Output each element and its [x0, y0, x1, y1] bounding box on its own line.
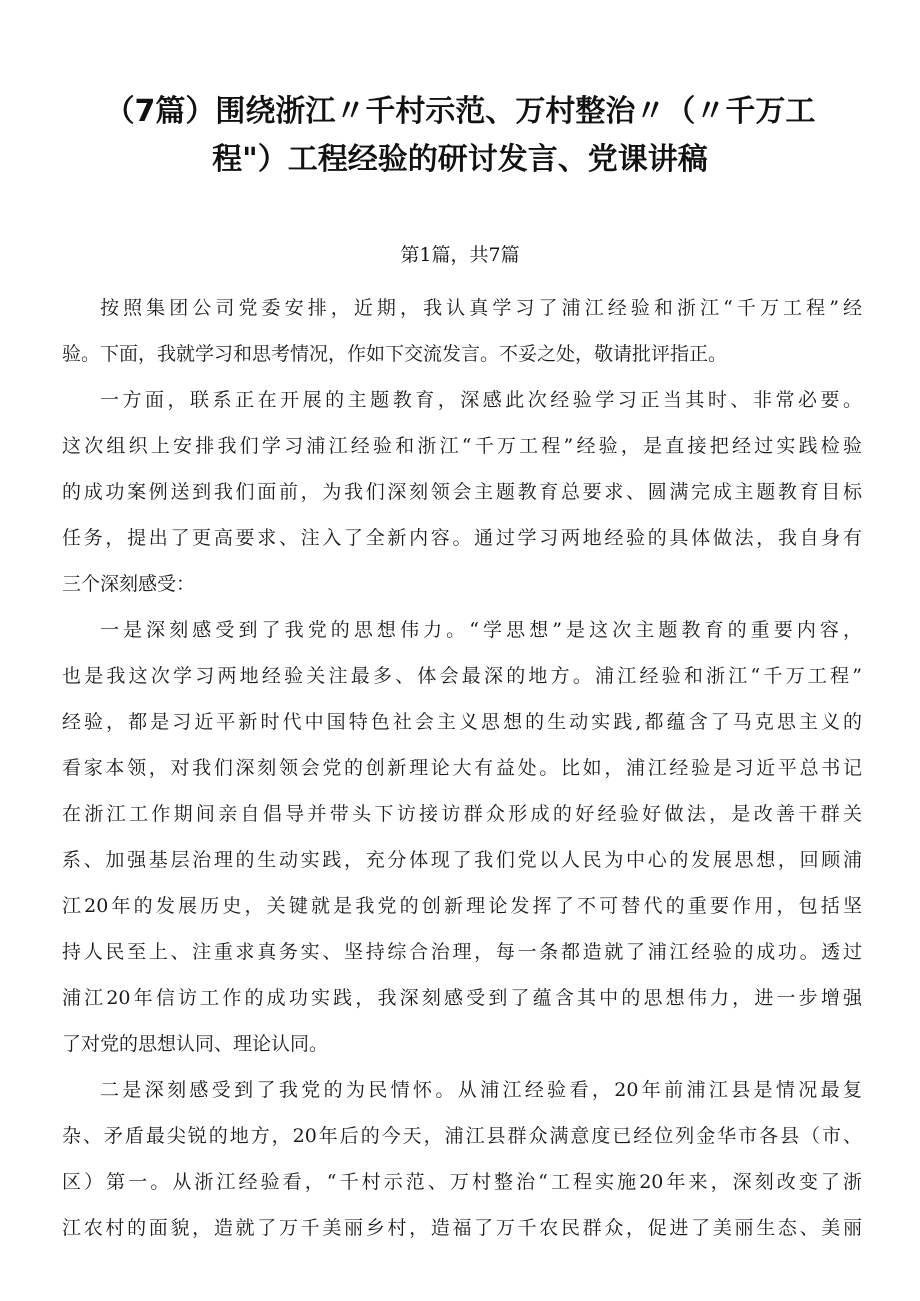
paragraph-line: 江农村的面貌，造就了万千美丽乡村，造福了万千农民群众，促进了美丽生态、美丽 — [62, 1217, 862, 1239]
paragraph-line: 三个深刻感受： — [62, 573, 196, 595]
paragraph-line: 的成功案例送到我们面前，为我们深刻领会主题教育总要求、圆满完成主题教育目标 — [62, 481, 862, 503]
paragraph-line: 二是深刻感受到了我党的为民情怀。从浦江经验看，20年前浦江县是情况最复 — [100, 1079, 862, 1101]
paragraph-line: 在浙江工作期间亲自倡导并带头下访接访群众形成的好经验好做法，是改善干群关 — [62, 803, 862, 825]
section-heading: 第1篇，共7篇 — [400, 244, 520, 266]
paragraph-line: 验。下面，我就学习和思考情况，作如下交流发言。不妥之处，敬请批评指正。 — [62, 343, 728, 365]
document-title-line-1: （7篇）围绕浙江〃千村示范、万村整治〃（〃千万工 — [104, 94, 816, 129]
document-title-line-2: 程"）工程经验的研讨发言、党课讲稿 — [212, 142, 708, 177]
paragraph-line: 持人民至上、注重求真务实、坚持综合治理，每一条都造就了浦江经验的成功。透过 — [62, 941, 862, 963]
paragraph-line: 江20年的发展历史，关键就是我党的创新理论发挥了不可替代的重要作用，包括坚 — [62, 895, 862, 917]
paragraph-line: 经验，都是习近平新时代中国特色社会主义思想的生动实践,都蕴含了马克思主义的 — [62, 711, 862, 733]
paragraph-3 — [62, 607, 862, 1067]
paragraph-line: 杂、矛盾最尖锐的地方，20年后的今天，浦江县群众满意度已经位列金华市各县（市、 — [62, 1125, 862, 1147]
paragraph-line: 也是我这次学习两地经验关注最多、体会最深的地方。浦江经验和浙江“千万工程” — [62, 665, 862, 687]
paragraph-line: 这次组织上安排我们学习浦江经验和浙江“千万工程”经验，是直接把经过实践检验 — [62, 435, 862, 457]
paragraph-line: 一是深刻感受到了我党的思想伟力。“学思想”是这次主题教育的重要内容， — [100, 619, 862, 641]
paragraph-1 — [62, 285, 862, 377]
paragraph-2 — [62, 377, 862, 607]
document-body — [62, 285, 862, 1251]
paragraph-line: 系、加强基层治理的生动实践，充分体现了我们党以人民为中心的发展思想，回顾浦 — [62, 849, 862, 871]
paragraph-line: 任务，提出了更高要求、注入了全新内容。通过学习两地经验的具体做法，我自身有 — [62, 527, 862, 549]
paragraph-line: 浦江20年信访工作的成功实践，我深刻感受到了蕴含其中的思想伟力，进一步增强 — [62, 987, 862, 1009]
paragraph-line: 一方面，联系正在开展的主题教育，深感此次经验学习正当其时、非常必要。 — [100, 389, 862, 411]
paragraph-line: 按照集团公司党委安排，近期，我认真学习了浦江经验和浙江“千万工程”经 — [100, 297, 862, 319]
paragraph-line: 看家本领，对我们深刻领会党的创新理论大有益处。比如，浦江经验是习近平总书记 — [62, 757, 862, 779]
paragraph-line: 了对党的思想认同、理论认同。 — [62, 1033, 329, 1055]
document-title — [100, 88, 820, 184]
paragraph-4 — [62, 1067, 862, 1251]
paragraph-line: 区）第一。从浙江经验看，“千村示范、万村整治“工程实施20年来，深刻改变了浙 — [62, 1171, 862, 1193]
